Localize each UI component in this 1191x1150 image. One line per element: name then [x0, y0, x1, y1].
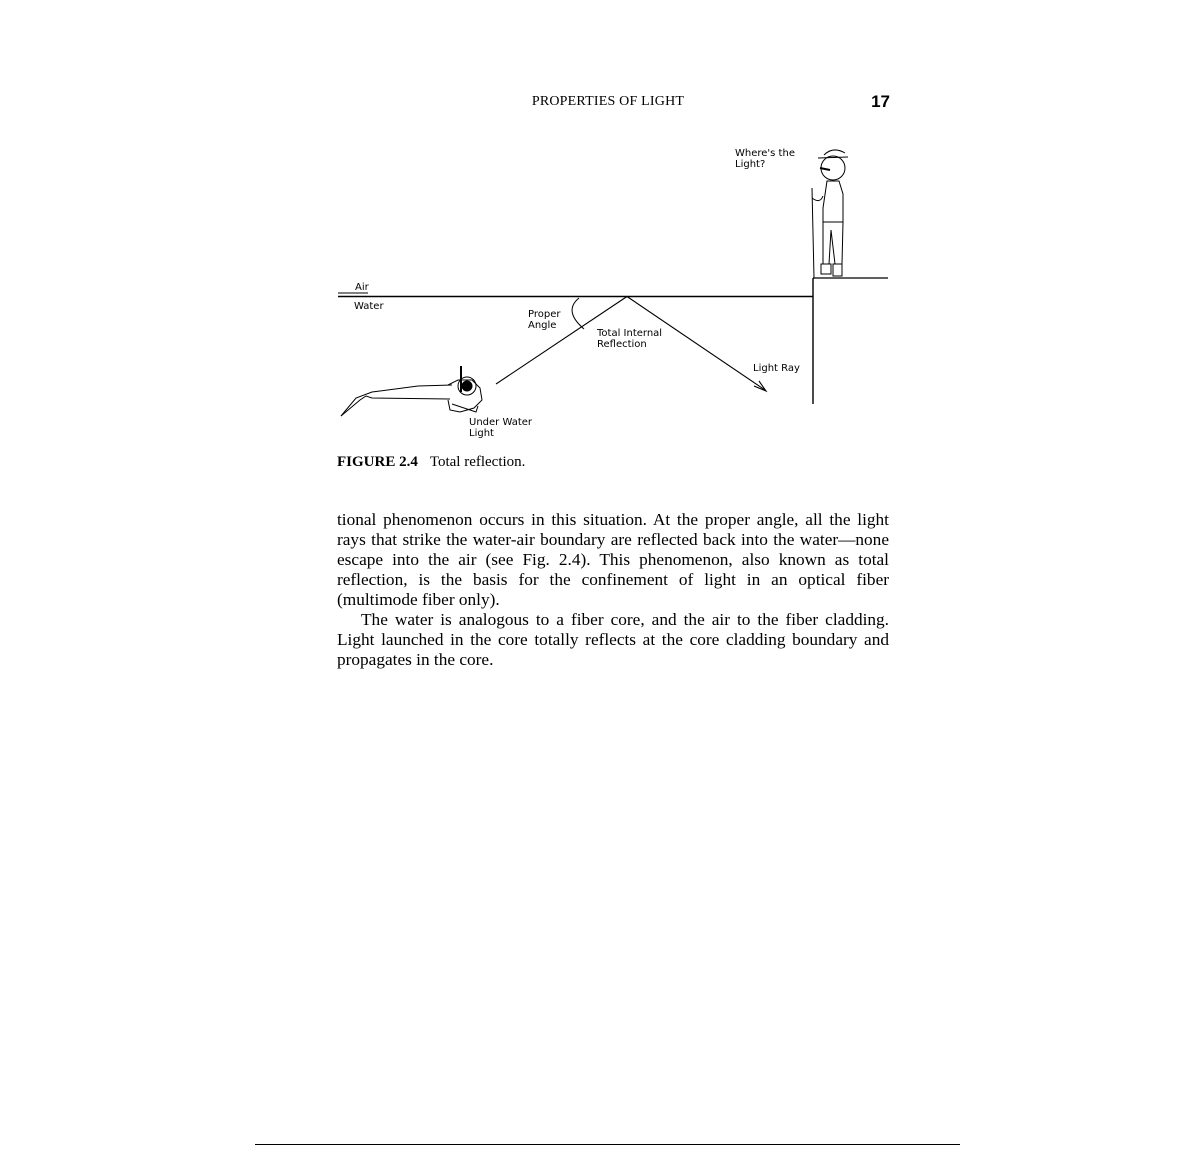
running-title: PROPERTIES OF LIGHT [531, 94, 685, 109]
water-label: Water [354, 301, 384, 312]
dock [813, 278, 888, 404]
underwater-light-label-line1: Under Water [469, 417, 533, 428]
figure-total-reflection [0, 0, 1191, 445]
figure-drawing [0, 0, 1191, 445]
figure-caption [337, 454, 525, 471]
proper-angle-label-line1: Proper [528, 309, 561, 320]
proper-angle-label-line2: Angle [528, 320, 557, 331]
proper-angle-arc [572, 298, 584, 329]
body-text [337, 510, 889, 670]
page-number: 17 [871, 92, 890, 111]
person-on-dock-icon [812, 150, 848, 278]
speech-label-line2: Light? [735, 159, 766, 170]
light-ray-label: Light Ray [753, 363, 800, 374]
tir-label-line2: Reflection [597, 339, 647, 350]
figure-caption-text: Total reflection. [429, 454, 526, 470]
underwater-light-label-line2: Light [469, 428, 494, 439]
paragraph-2: The water is analogous to a fiber core, and the air to the fiber cladding. Light launched in the core totally reflects at the core cladding boundary and propagates in the core. [337, 610, 889, 669]
air-label: Air [355, 282, 369, 293]
figure-number: FIGURE 2.4 [337, 454, 418, 470]
diver-icon [341, 366, 482, 416]
footer-rule [255, 1144, 960, 1145]
tir-label-line1: Total Internal [597, 328, 663, 339]
paragraph-1: tional phenomenon occurs in this situation. At the proper angle, all the light rays that strike the water-air boundary are reflected back into the water—none escape into the air (see Fig. 2.4). This phenomenon, also known as total reflection, is the basis for the confinement of light in an optical fiber (multimode fiber only). [337, 510, 889, 609]
speech-label-line1: Where's the [735, 148, 795, 159]
